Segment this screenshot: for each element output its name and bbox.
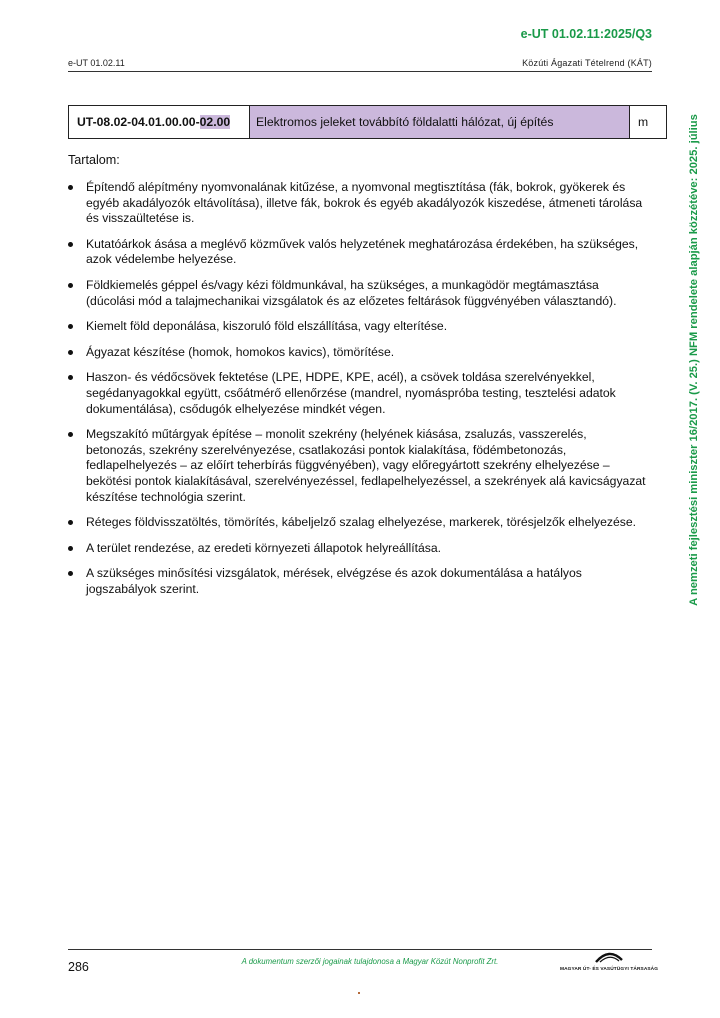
list-item — [68, 515, 648, 531]
logo-text: MAGYAR ÚT- ÉS VASÚTÜGYI TÁRSASÁG — [560, 967, 659, 972]
scan-mark — [358, 992, 360, 994]
running-header — [68, 58, 652, 72]
bullet-icon — [68, 432, 73, 437]
logo-arch-icon — [594, 950, 624, 964]
bullet-icon — [68, 350, 73, 355]
item-code-suffix: 02.00 — [199, 115, 231, 129]
bullet-icon — [68, 242, 73, 247]
bullet-icon — [68, 546, 73, 551]
copyright-notice: A dokumentum szerzői jogainak tulajdonosa a Magyar Közút Nonprofit Zrt. — [241, 957, 499, 966]
list-item-text: Haszon- és védőcsövek fektetése (LPE, HDPE, KPE, acél), a csövek toldása szerelvényekkel, segédanyagokkal együtt, csőátmérő ellenőrzése (mandrel, nyomáspróba testing, tesztelési adatok dokumentálása), csődugók elhelyezése mindkét végen. — [86, 370, 616, 416]
list-item-text: A terület rendezése, az eredeti környezeti állapotok helyreállítása. — [86, 540, 441, 555]
bullet-icon — [68, 324, 73, 329]
list-item — [68, 370, 648, 417]
bullet-icon — [68, 571, 73, 576]
bullet-icon — [68, 375, 73, 380]
list-item-text: Megszakító műtárgyak építése – monolit szekrény (helyének kiásása, zsaluzás, vasszerelés, betonozás, szekrény szerelvényezése, csatlakozási pontok kialakítása, födémbetonozás, fedlapelhelyezés – az előírt teherbírás függvényében), vagy előregyártott szekrény elhelyezése – bekötési pontok kialakításával, szerelvényezéssel, fedlapelhelyezéssel, a szekrények alá kavicságyazat készítése technológia szerint. — [86, 427, 646, 504]
item-code — [69, 106, 250, 138]
list-item-text: Földkiemelés géppel és/vagy kézi földmunkával, ha szükséges, a munkagödör megtámasztása (dúcolási mód a talajmechanikai vizsgálatok és az előzetes feltárások függvényében választandó). — [86, 277, 617, 308]
list-item — [68, 566, 648, 597]
list-item-text: A szükséges minősítési vizsgálatok, mérések, elvégzése és azok dokumentálása a hatályos jogszabályok szerint. — [86, 566, 582, 596]
bullet-icon — [68, 283, 73, 288]
list-item-text: Kiemelt föld deponálása, kiszoruló föld elszállítása, vagy elterítése. — [86, 319, 448, 334]
list-item — [68, 278, 648, 309]
list-item-text: Réteges földvisszatöltés, tömörítés, kábeljelző szalag elhelyezése, markerek, törésjelzők elhelyezése. — [86, 515, 637, 530]
bullet-icon — [68, 520, 73, 525]
list-item-text: Építendő alépítmény nyomvonalának kitűzése, a nyomvonal megtisztítása (fák, bokrok, gyökerek és egyéb akadályozók eltávolítása), illetve fák, bokrok és egyéb akadályozók kiszedése, átmeneti tárolása és visszaültetése is. — [86, 180, 643, 226]
contents-list — [68, 180, 648, 607]
contents-label: Tartalom: — [68, 153, 120, 167]
running-header-right: Közúti Ágazati Tételrend (KÁT) — [522, 58, 652, 68]
list-item-text: Ágyazat készítése (homok, homokos kavics), tömörítése. — [86, 344, 395, 359]
bullet-icon — [68, 185, 73, 190]
list-item — [68, 427, 648, 505]
list-item — [68, 345, 648, 361]
list-item — [68, 319, 648, 335]
running-header-left: e-UT 01.02.11 — [68, 58, 125, 68]
list-item — [68, 541, 648, 557]
publication-side-note: A nemzeti fejlesztési miniszter 16/2017. (V. 25.) NFM rendelete alapján közzétéve: 2025. július — [688, 114, 700, 606]
list-item — [68, 180, 648, 227]
document-code: e-UT 01.02.11:2025/Q3 — [520, 27, 652, 41]
item-description: Elektromos jeleket továbbító földalatti hálózat, új építés — [250, 106, 630, 138]
page-number: 286 — [68, 960, 89, 974]
item-unit: m — [638, 115, 649, 129]
item-table — [68, 105, 667, 139]
company-logo — [560, 950, 659, 972]
list-item — [68, 237, 648, 268]
item-code-main: UT-08.02-04.01.00.00- — [77, 115, 200, 129]
list-item-text: Kutatóárkok ásása a meglévő közművek valós helyzetének meghatározása érdekében, ha szükséges, azok védelembe helyezése. — [86, 236, 639, 267]
